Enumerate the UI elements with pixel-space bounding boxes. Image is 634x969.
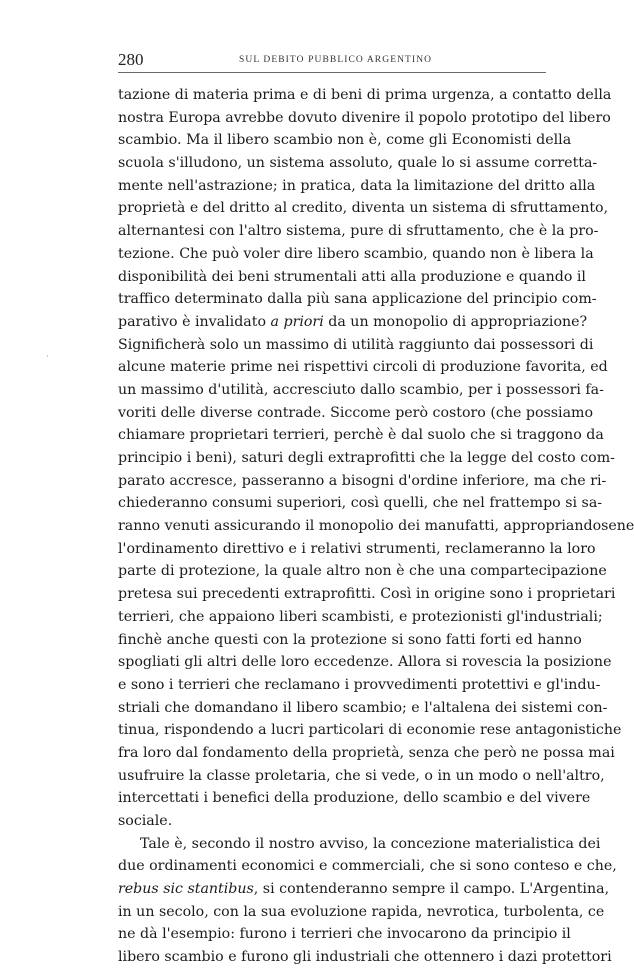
text-line: scuola s'illudono, un sistema assoluto, quale lo si assume corretta- [118, 155, 598, 172]
text-line: tezione. Che può voler dire libero scambio, quando non è libera la [118, 245, 594, 262]
header-rule [118, 72, 546, 73]
text-line: alcune materie prime nei rispettivi circoli di produzione favorita, ed [118, 359, 608, 376]
text-line: Tale è, secondo il nostro avviso, la concezione materialistica dei [140, 835, 601, 852]
text-line: libero scambio e furono gli industriali che ottennero i dazi protettori [118, 949, 612, 966]
text-line: fra loro dal fondamento della proprietà, senza che però ne possa mai [118, 744, 615, 761]
text-line: voriti delle diverse contrade. Siccome però costoro (che possiamo [118, 404, 594, 421]
page-header [118, 50, 546, 70]
text-line: due ordinamenti economici e commerciali, che si sono conteso e che, [118, 858, 617, 875]
text-line: nostra Europa avrebbe dovuto divenire il popolo prototipo del libero [118, 109, 611, 126]
text-line: e sono i terrieri che reclamano i provvedimenti protettivi e gl'indu- [118, 676, 601, 693]
body-text [118, 84, 634, 969]
text-line: un massimo d'utilità, accresciuto dallo scambio, per i possessori fa- [118, 381, 604, 398]
text-line: pretesa sui precedenti extraprofitti. Così in origine sono i proprietari [118, 586, 616, 603]
text-line: mente nell'astrazione; in pratica, data la limitazione del dritto alla [118, 177, 596, 194]
text-line: traffico determinato dalla più sana applicazione del principio com- [118, 291, 597, 308]
text-line: finchè anche questi con la protezione si sono fatti forti ed hanno [118, 631, 582, 648]
text-line: principio i beni), saturi degli extraprofitti che la legge del costo com- [118, 450, 615, 466]
text-line: ranno venuti assicurando il monopolio dei manufatti, appropriandosene [118, 518, 634, 535]
page-number: 280 [118, 50, 144, 69]
running-title: SUL DEBITO PUBBLICO ARGENTINO [239, 55, 433, 65]
text-line: sociale. [118, 813, 173, 829]
text-line: rebus sic stantibus, si contenderanno sempre il campo. L'Argentina, [118, 881, 610, 898]
text-line: ne dà l'esempio: furono i terrieri che invocarono da principio il [118, 926, 571, 943]
text-line: usufruire la classe proletaria, che si vede, o in un modo o nell'altro, [118, 767, 605, 784]
text-line: parte di protezione, la quale altro non è che una compartecipazione [118, 563, 607, 580]
text-line: terrieri, che appaiono liberi scambisti, e protezionisti gl'industriali; [118, 608, 603, 625]
text-line: scambio. Ma il libero scambio non è, come gli Economisti della [118, 132, 572, 149]
text-line: parato accresce, passeranno a bisogni d'ordine inferiore, ma che ri- [118, 472, 607, 489]
text-line: chiederanno consumi superiori, così quelli, che nel frattempo si sa- [118, 495, 603, 512]
text-line: tinua, rispondendo a lucri particolari di economie rese antagonistiche [118, 722, 622, 739]
text-line: intercettati i benefici della produzione, dello scambio e del vivere [118, 790, 591, 807]
text-line: parativo è invalidato a priori da un monopolio di appropriazione? [118, 313, 588, 330]
text-line: chiamare proprietari terrieri, perchè è dal suolo che si traggono da [118, 427, 604, 444]
text-line: in un secolo, con la sua evoluzione rapida, nevrotica, turbolenta, ce [118, 903, 605, 920]
text-line: Significherà solo un massimo di utilità raggiunto dai possessori di [118, 336, 594, 353]
text-line: striali che domandano il libero scambio; e l'altalena dei sistemi con- [118, 699, 608, 716]
text-line: alternantesi con l'altro sistema, pure di sfruttamento, che è la pro- [118, 223, 599, 240]
text-line: disponibilità dei beni strumentali atti alla produzione e quando il [118, 268, 586, 285]
text-line: tazione di materia prima e di beni di prima urgenza, a contatto della [118, 87, 612, 103]
text-line: l'ordinamento direttivo e i relativi strumenti, reclameranno la loro [118, 540, 596, 557]
text-line: proprietà e del dritto al credito, diventa un sistema di sfruttamento, [118, 200, 609, 217]
margin-mark: · [46, 352, 49, 362]
text-line: spogliati gli altri delle loro eccedenze. Allora si rovescia la posizione [118, 654, 612, 671]
